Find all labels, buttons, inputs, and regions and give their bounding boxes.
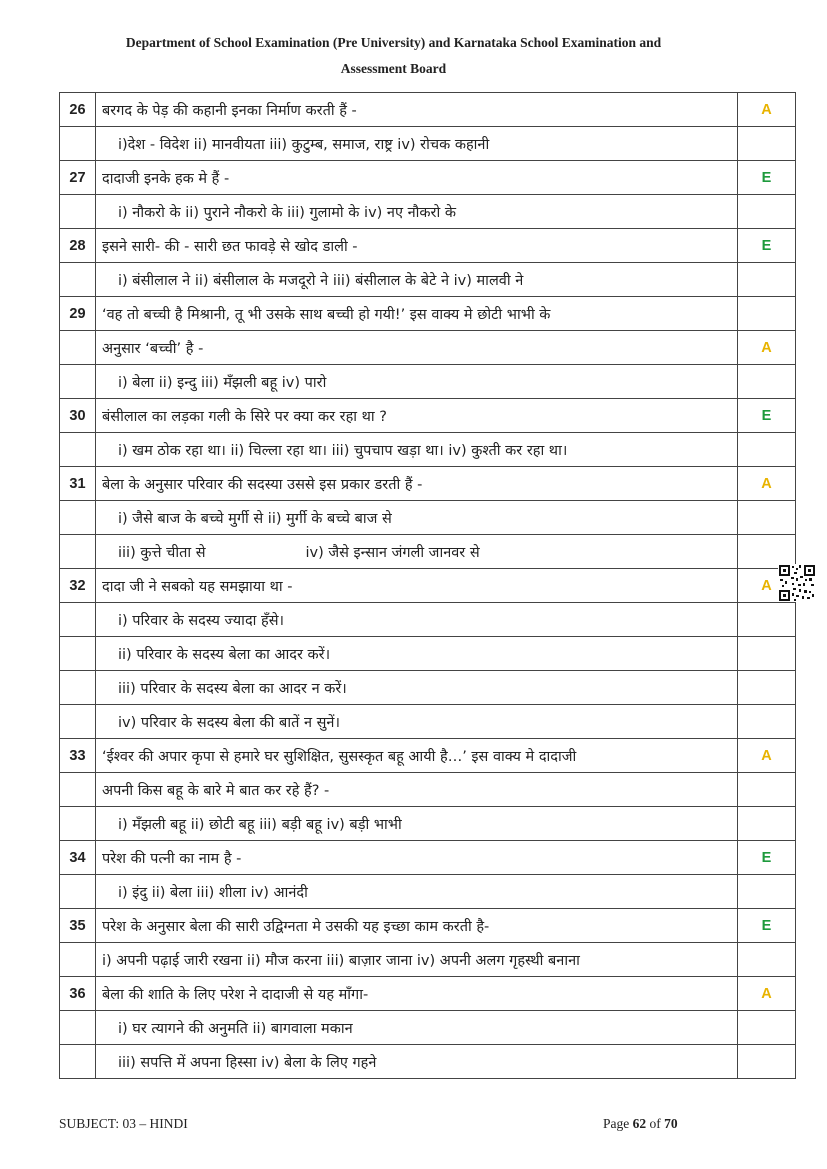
answer-key: E bbox=[738, 909, 796, 943]
question-text bbox=[96, 93, 738, 127]
question-number bbox=[60, 705, 96, 739]
page-current: 62 bbox=[632, 1116, 647, 1131]
option-text bbox=[96, 1045, 738, 1079]
question-text bbox=[96, 229, 738, 263]
question-number: 27 bbox=[60, 161, 96, 195]
question-number bbox=[60, 127, 96, 161]
option-text bbox=[96, 263, 738, 297]
option-row bbox=[60, 807, 796, 841]
answer-key bbox=[738, 671, 796, 705]
question-number: 28 bbox=[60, 229, 96, 263]
row-text: i) परिवार के सदस्य ज्यादा हँसे। bbox=[118, 612, 284, 629]
answer-key bbox=[738, 773, 796, 807]
row-text: दादाजी इनके हक मे हैं - bbox=[102, 170, 230, 187]
row-text: बंसीलाल का लड़का गली के सिरे पर क्या कर रहा था ? bbox=[102, 408, 387, 425]
answer-key: A bbox=[738, 331, 796, 365]
option-text bbox=[96, 501, 738, 535]
answer-key bbox=[738, 705, 796, 739]
row-text: बरगद के पेड़ की कहानी इनका निर्माण करती हैं - bbox=[102, 102, 357, 119]
option-row bbox=[60, 943, 796, 977]
option-text bbox=[96, 127, 738, 161]
answer-key: A bbox=[738, 93, 796, 127]
option-row bbox=[60, 1045, 796, 1079]
answer-key: E bbox=[738, 841, 796, 875]
question-text bbox=[96, 977, 738, 1011]
question-number bbox=[60, 671, 96, 705]
row-text: iii) कुत्ते चीता से bbox=[118, 544, 206, 561]
row-text: iii) परिवार के सदस्य बेला का आदर न करें। bbox=[118, 680, 347, 697]
question-row bbox=[60, 229, 796, 263]
question-number bbox=[60, 637, 96, 671]
option-row bbox=[60, 433, 796, 467]
row-text: iii) सपत्ति में अपना हिस्सा iv) बेला के लिए गहने bbox=[118, 1054, 377, 1071]
question-text bbox=[96, 841, 738, 875]
option-row bbox=[60, 705, 796, 739]
option-text bbox=[96, 1011, 738, 1045]
option-text bbox=[96, 535, 738, 569]
question-number bbox=[60, 195, 96, 229]
page-prefix: Page bbox=[603, 1116, 630, 1131]
row-text: i) घर त्यागने की अनुमति ii) बागवाला मकान bbox=[118, 1020, 353, 1037]
answer-key bbox=[738, 943, 796, 977]
option-row bbox=[60, 195, 796, 229]
footer-subject: SUBJECT: 03 – HINDI bbox=[59, 1116, 188, 1131]
qr-code-icon bbox=[778, 564, 816, 602]
option-row bbox=[60, 331, 796, 365]
question-row bbox=[60, 909, 796, 943]
answer-key bbox=[738, 603, 796, 637]
question-table bbox=[59, 92, 796, 1079]
question-number bbox=[60, 807, 96, 841]
question-text bbox=[96, 399, 738, 433]
question-row bbox=[60, 399, 796, 433]
option-text bbox=[96, 875, 738, 909]
answer-key bbox=[738, 297, 796, 331]
question-text bbox=[96, 467, 738, 501]
question-text bbox=[96, 569, 738, 603]
row-text: i) अपनी पढ़ाई जारी रखना ii) मौज करना iii) बाज़ार जाना iv) अपनी अलग गृहस्थी बनाना bbox=[102, 952, 580, 969]
row-text: i) खम ठोक रहा था। ii) चिल्ला रहा था। iii) चुपचाप खड़ा था। iv) कुश्ती कर रहा था। bbox=[118, 442, 568, 459]
row-text: अनुसार ‘बच्ची’ है - bbox=[102, 340, 204, 357]
row-text: i) बंसीलाल ने ii) बंसीलाल के मजदूरो ने iii) बंसीलाल के बेटे ने iv) मालवी ने bbox=[118, 272, 524, 289]
option-text bbox=[96, 705, 738, 739]
row-text: अपनी किस बहू के बारे मे बात कर रहे हैं? - bbox=[102, 782, 330, 799]
row-text: परेश की पत्नी का नाम है - bbox=[102, 850, 242, 867]
answer-key bbox=[738, 365, 796, 399]
answer-key bbox=[738, 501, 796, 535]
option-row bbox=[60, 671, 796, 705]
option-row bbox=[60, 127, 796, 161]
question-row bbox=[60, 841, 796, 875]
question-text bbox=[96, 739, 738, 773]
header-line-2: Assessment Board bbox=[340, 61, 447, 76]
row-text: बेला के अनुसार परिवार की सदस्या उससे इस प्रकार डरती हैं - bbox=[102, 476, 423, 493]
question-text bbox=[96, 297, 738, 331]
row-text: i) मँझली बहू ii) छोटी बहू iii) बड़ी बहू iv) बड़ी भाभी bbox=[118, 816, 402, 833]
row-text: i) जैसे बाज के बच्चे मुर्गी से ii) मुर्गी के बच्चे बाज से bbox=[118, 510, 392, 527]
page-header bbox=[0, 30, 787, 82]
option-row bbox=[60, 637, 796, 671]
option-text bbox=[96, 671, 738, 705]
row-text: i)देश - विदेश ii) मानवीयता iii) कुटुम्ब, समाज, राष्ट्र iv) रोचक कहानी bbox=[118, 136, 490, 153]
option-text bbox=[96, 365, 738, 399]
option-row bbox=[60, 603, 796, 637]
answer-key: A bbox=[738, 977, 796, 1011]
footer-page-number bbox=[603, 1116, 678, 1132]
option-text bbox=[96, 433, 738, 467]
row-text: ‘ईश्वर की अपार कृपा से हमारे घर सुशिक्षित, सुसस्कृत बहू आयी है…’ इस वाक्य मे दादाजी bbox=[102, 748, 577, 765]
answer-key: E bbox=[738, 229, 796, 263]
question-number bbox=[60, 331, 96, 365]
question-number bbox=[60, 773, 96, 807]
question-number: 36 bbox=[60, 977, 96, 1011]
answer-key bbox=[738, 637, 796, 671]
question-number: 31 bbox=[60, 467, 96, 501]
question-number bbox=[60, 943, 96, 977]
row-text: iv) परिवार के सदस्य बेला की बातें न सुनें। bbox=[118, 714, 340, 731]
option-row bbox=[60, 535, 796, 569]
question-number: 35 bbox=[60, 909, 96, 943]
answer-key bbox=[738, 875, 796, 909]
question-number bbox=[60, 603, 96, 637]
answer-key: A bbox=[738, 467, 796, 501]
row-text: i) बेला ii) इन्दु iii) मँझली बहू iv) पारो bbox=[118, 374, 327, 391]
row-text: ii) परिवार के सदस्य बेला का आदर करें। bbox=[118, 646, 331, 663]
question-number: 26 bbox=[60, 93, 96, 127]
question-row bbox=[60, 161, 796, 195]
option-row bbox=[60, 875, 796, 909]
row-text: परेश के अनुसार बेला की सारी उद्विग्नता मे उसकी यह इच्छा काम करती है- bbox=[102, 918, 490, 935]
option-row bbox=[60, 1011, 796, 1045]
row-text: बेला की शाति के लिए परेश ने दादाजी से यह माँगा- bbox=[102, 986, 369, 1003]
row-text: i) इंदु ii) बेला iii) शीला iv) आनंदी bbox=[118, 884, 308, 901]
row-text: इसने सारी- की - सारी छत फावड़े से खोद डाली - bbox=[102, 238, 358, 255]
question-number: 29 bbox=[60, 297, 96, 331]
option-text bbox=[96, 773, 738, 807]
option-row bbox=[60, 263, 796, 297]
option-text bbox=[96, 331, 738, 365]
answer-key bbox=[738, 195, 796, 229]
question-number bbox=[60, 875, 96, 909]
question-number bbox=[60, 1045, 96, 1079]
answer-key: E bbox=[738, 161, 796, 195]
answer-key: A bbox=[738, 569, 796, 603]
option-row bbox=[60, 365, 796, 399]
answer-key: E bbox=[738, 399, 796, 433]
question-number bbox=[60, 535, 96, 569]
page-total: 70 bbox=[664, 1116, 678, 1131]
option-text bbox=[96, 807, 738, 841]
header-line-1: Department of School Examination (Pre University) and Karnataka School Examination and bbox=[125, 35, 662, 50]
option-text bbox=[96, 195, 738, 229]
option-text bbox=[96, 943, 738, 977]
answer-key bbox=[738, 1045, 796, 1079]
option-row bbox=[60, 773, 796, 807]
row-text-secondary: iv) जैसे इन्सान जंगली जानवर से bbox=[305, 544, 480, 561]
question-row bbox=[60, 739, 796, 773]
option-row bbox=[60, 501, 796, 535]
row-text: दादा जी ने सबको यह समझाया था - bbox=[102, 578, 293, 595]
question-number bbox=[60, 263, 96, 297]
option-text bbox=[96, 637, 738, 671]
answer-key bbox=[738, 807, 796, 841]
answer-key: A bbox=[738, 739, 796, 773]
question-number bbox=[60, 433, 96, 467]
answer-key bbox=[738, 1011, 796, 1045]
page-of: of bbox=[649, 1116, 661, 1131]
question-number bbox=[60, 501, 96, 535]
question-row bbox=[60, 977, 796, 1011]
question-number: 33 bbox=[60, 739, 96, 773]
question-number: 32 bbox=[60, 569, 96, 603]
question-row bbox=[60, 467, 796, 501]
question-row bbox=[60, 297, 796, 331]
row-text: i) नौकरो के ii) पुराने नौकरो के iii) गुलामो के iv) नए नौकरो के bbox=[118, 204, 456, 221]
question-text bbox=[96, 909, 738, 943]
question-row bbox=[60, 569, 796, 603]
answer-key bbox=[738, 433, 796, 467]
question-number bbox=[60, 365, 96, 399]
question-row bbox=[60, 93, 796, 127]
answer-key bbox=[738, 263, 796, 297]
question-number: 30 bbox=[60, 399, 96, 433]
option-text bbox=[96, 603, 738, 637]
question-text bbox=[96, 161, 738, 195]
answer-key bbox=[738, 127, 796, 161]
question-number bbox=[60, 1011, 96, 1045]
question-number: 34 bbox=[60, 841, 96, 875]
row-text: ‘वह तो बच्ची है मिश्रानी, तू भी उसके साथ बच्ची हो गयी!’ इस वाक्य मे छोटी भाभी के bbox=[102, 306, 551, 323]
